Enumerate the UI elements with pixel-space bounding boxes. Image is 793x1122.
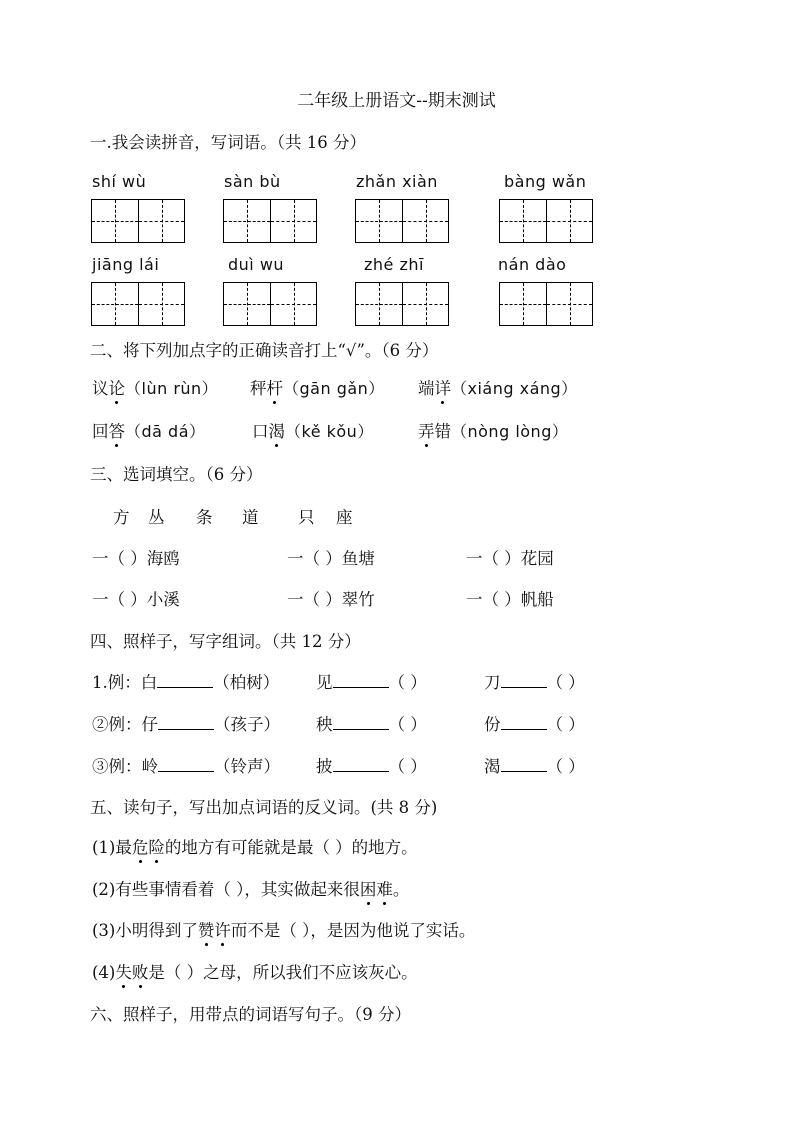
word-bank-item: 丛 — [148, 508, 165, 527]
answer-blank[interactable] — [157, 687, 213, 688]
fill-blank-item[interactable]: 一（ ）小溪 — [92, 590, 180, 609]
answer-blank[interactable] — [501, 771, 547, 772]
sentence-4[interactable]: (4)失败是（ ）之母，所以我们不应该灰心。 — [92, 959, 418, 983]
dotted-char: 险 — [148, 834, 165, 858]
dotted-char: 杆 — [267, 375, 284, 399]
answer-blank[interactable] — [333, 771, 389, 772]
pinyin-7: zhé zhī — [364, 255, 424, 274]
pinyin-1: shí wù — [92, 172, 147, 191]
writing-grid[interactable] — [499, 199, 593, 243]
word-form-row: 份 （ ） — [484, 715, 585, 734]
sentence-2[interactable]: (2)有些事情看着（ ），其实做起来很困难。 — [92, 876, 409, 900]
pronunciation-item[interactable]: 秤杆（gān gǎn） — [250, 375, 385, 399]
pronunciation-item[interactable]: 回答（dā dá） — [92, 418, 206, 442]
dotted-char: 许 — [214, 917, 231, 941]
pinyin-4: bàng wǎn — [504, 172, 587, 191]
fill-blank-item[interactable]: 一（ ）鱼塘 — [287, 549, 375, 568]
page-title: 二年级上册语文--期末测试 — [297, 91, 496, 111]
answer-blank[interactable] — [158, 729, 214, 730]
dotted-char: 弄 — [418, 418, 435, 442]
dotted-char: 详 — [435, 375, 452, 399]
pinyin-6: duì wu — [228, 255, 285, 274]
dotted-char: 失 — [115, 959, 132, 983]
sentence-3[interactable]: (3)小明得到了赞许而不是（ ），是因为他说了实话。 — [92, 917, 475, 941]
dotted-char: 渴 — [269, 418, 286, 442]
answer-blank[interactable] — [333, 729, 389, 730]
pinyin-8: nán dào — [498, 255, 567, 274]
answer-blank[interactable] — [333, 687, 389, 688]
word-form-row: 渴 （ ） — [484, 757, 585, 776]
dotted-char: 困 — [360, 876, 377, 900]
dotted-char: 赞 — [198, 917, 215, 941]
pronunciation-item[interactable]: 议论（lùn rùn） — [92, 375, 218, 399]
fill-blank-item[interactable]: 一（ ）海鸥 — [92, 549, 180, 568]
fill-blank-item[interactable]: 一（ ）翠竹 — [287, 590, 375, 609]
writing-grid[interactable] — [355, 282, 449, 326]
pronunciation-item[interactable]: 口渴（kě kǒu） — [252, 418, 374, 442]
writing-grid[interactable] — [91, 199, 185, 243]
word-form-row: 刀 （ ） — [484, 673, 585, 692]
word-form-row: ②例：仔 （孩子） — [92, 715, 280, 734]
word-form-row: 披 （ ） — [316, 757, 427, 776]
section-2-heading: 二、将下列加点字的正确读音打上“√”。（6 分） — [90, 341, 439, 360]
pronunciation-item[interactable]: 端详（xiáng xáng） — [418, 375, 578, 399]
section-1-heading: 一.我会读拼音，写词语。（共 16 分） — [90, 133, 366, 152]
writing-grid[interactable] — [223, 199, 317, 243]
writing-grid[interactable] — [223, 282, 317, 326]
pinyin-2: sàn bù — [224, 172, 281, 191]
answer-blank[interactable] — [158, 771, 214, 772]
word-form-row: 见 （ ） — [316, 673, 427, 692]
dotted-char: 难 — [376, 876, 393, 900]
section-6-heading: 六、照样子，用带点的词语写句子。（9 分） — [90, 1005, 411, 1024]
word-bank-item: 只 — [298, 508, 315, 527]
pinyin-5: jiāng lái — [92, 255, 160, 274]
section-4-heading: 四、照样子，写字组词。（共 12 分） — [90, 632, 361, 651]
word-bank-item: 座 — [336, 508, 353, 527]
word-bank-item: 道 — [242, 508, 259, 527]
word-form-row: ③例：岭 （铃声） — [92, 757, 280, 776]
word-bank-item: 条 — [196, 508, 213, 527]
writing-grid[interactable] — [499, 282, 593, 326]
dotted-char: 危 — [132, 834, 149, 858]
word-form-row: 秧 （ ） — [316, 715, 427, 734]
pinyin-3: zhǎn xiàn — [356, 172, 438, 191]
word-bank-item: 方 — [113, 508, 130, 527]
dotted-char: 答 — [109, 418, 126, 442]
pronunciation-item[interactable]: 弄错（nòng lòng） — [418, 418, 568, 442]
word-form-row: 1.例：白 （柏树） — [92, 673, 280, 692]
fill-blank-item[interactable]: 一（ ）花园 — [466, 549, 554, 568]
answer-blank[interactable] — [501, 729, 547, 730]
writing-grid[interactable] — [355, 199, 449, 243]
dotted-char: 败 — [132, 959, 149, 983]
section-3-heading: 三、选词填空。（6 分） — [90, 465, 263, 484]
sentence-1[interactable]: (1)最危险的地方有可能就是最（ ）的地方。 — [92, 834, 418, 858]
dotted-char: 论 — [109, 375, 126, 399]
section-5-heading: 五、读句子，写出加点词语的反义词。(共 8 分) — [90, 798, 438, 817]
writing-grid[interactable] — [91, 282, 185, 326]
fill-blank-item[interactable]: 一（ ）帆船 — [466, 590, 554, 609]
answer-blank[interactable] — [501, 687, 547, 688]
